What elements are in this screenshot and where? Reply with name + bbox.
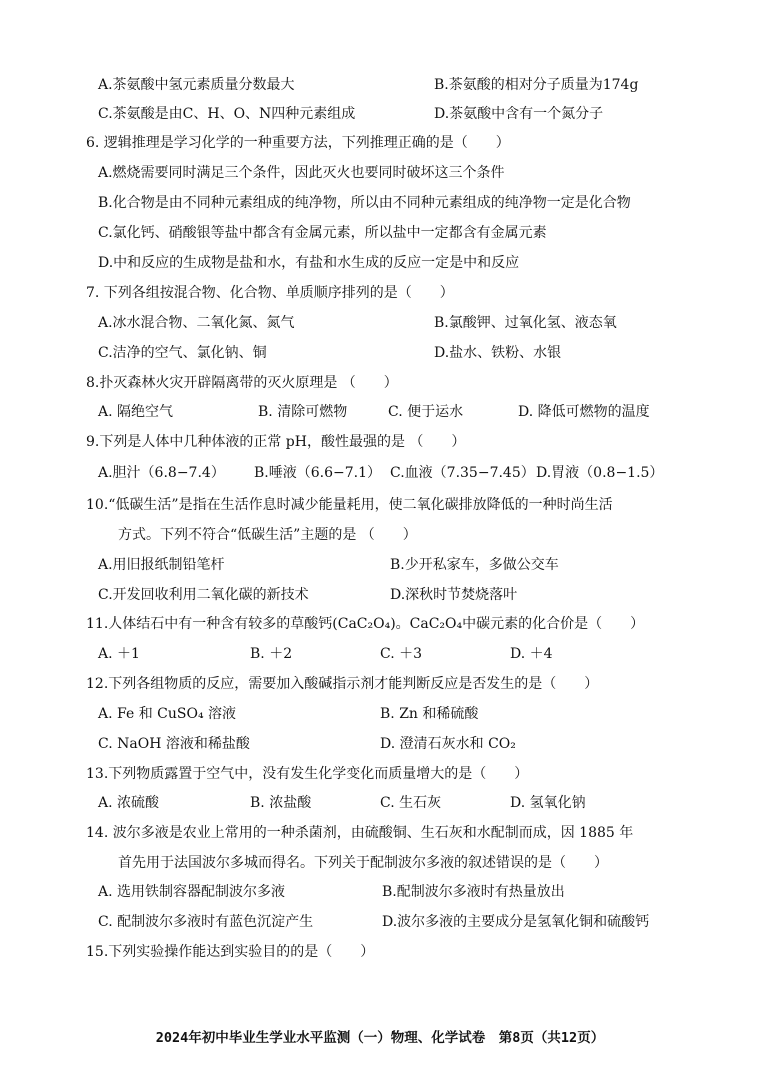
q11-option-b: B. ＋2 xyxy=(250,646,293,662)
q5-option-b: B.茶氨酸的相对分子质量为174g xyxy=(434,77,639,93)
q12-option-b: B. Zn 和稀硫酸 xyxy=(380,706,479,722)
q12-option-a: A. Fe 和 CuSO₄ 溶液 xyxy=(98,706,237,722)
q12-option-d: D. 澄清石灰水和 CO₂ xyxy=(380,736,516,752)
q7-option-b: B.氯酸钾、过氧化氢、液态氧 xyxy=(434,315,617,331)
q14-option-a: A. 选用铁制容器配制波尔多液 xyxy=(98,884,286,900)
q14-option-b: B.配制波尔多液时有热量放出 xyxy=(382,884,565,900)
q7-option-c: C.洁净的空气、氯化钠、铜 xyxy=(98,345,267,361)
q13-option-b: B. 浓盐酸 xyxy=(250,795,312,811)
q14-stem-line2: 首先用于法国波尔多城而得名。下列关于配制波尔多液的叙述错误的是（ ） xyxy=(118,855,608,871)
page-footer: 2024年初中毕业生学业水平监测（一）物理、化学试卷 第8页（共12页） xyxy=(155,1030,605,1046)
q6-stem: 6. 逻辑推理是学习化学的一种重要方法，下列推理正确的是（ ） xyxy=(86,135,510,151)
q13-option-c: C. 生石灰 xyxy=(380,795,442,811)
q14-option-d: D.波尔多液的主要成分是氢氧化铜和硫酸钙 xyxy=(382,914,650,930)
q13-option-d: D. 氢氧化钠 xyxy=(510,795,586,811)
q6-option-c: C.氯化钙、硝酸银等盐中都含有金属元素，所以盐中一定都含有金属元素 xyxy=(98,225,547,241)
q10-stem-line2: 方式。下列不符合“低碳生活”主题的是 （ ） xyxy=(118,527,417,543)
q6-option-b: B.化合物是由不同种元素组成的纯净物，所以由不同种元素组成的纯净物一定是化合物 xyxy=(98,195,631,211)
q10-option-c: C.开发回收利用二氧化碳的新技术 xyxy=(98,587,309,603)
q7-option-d: D.盐水、铁粉、水银 xyxy=(434,345,562,361)
q11-stem: 11.人体结石中有一种含有较多的草酸钙(CaC₂O₄)。CaC₂O₄中碳元素的化合价是（ ） xyxy=(86,616,645,632)
q13-stem: 13.下列物质露置于空气中，没有发生化学变化而质量增大的是（ ） xyxy=(86,766,529,782)
q14-option-c: C. 配制波尔多液时有蓝色沉淀产生 xyxy=(98,914,314,930)
q12-stem: 12.下列各组物质的反应，需要加入酸碱指示剂才能判断反应是否发生的是（ ） xyxy=(86,676,599,692)
q11-option-c: C. ＋3 xyxy=(380,646,423,662)
q8-stem: 8.扑灭森林火灾开辟隔离带的灭火原理是 （ ） xyxy=(86,375,398,391)
q10-option-d: D.深秋时节焚烧落叶 xyxy=(390,587,518,603)
q9-stem: 9.下列是人体中几种体液的正常 pH，酸性最强的是 （ ） xyxy=(86,434,466,450)
q9-option-a: A.胆汁（6.8−7.4） xyxy=(98,465,225,481)
q9-option-d: D.胃液（0.8−1.5） xyxy=(536,465,664,481)
q13-option-a: A. 浓硫酸 xyxy=(98,795,160,811)
q12-option-c: C. NaOH 溶液和稀盐酸 xyxy=(98,736,250,752)
q7-stem: 7. 下列各组按混合物、化合物、单质顺序排列的是（ ） xyxy=(86,285,454,301)
q14-stem-line1: 14. 波尔多液是农业上常用的一种杀菌剂，由硫酸铜、生石灰和水配制而成，因 1885 年 xyxy=(86,825,634,841)
q8-option-a: A. 隔绝空气 xyxy=(98,404,174,420)
q8-option-d: D. 降低可燃物的温度 xyxy=(518,404,650,420)
q15-stem: 15.下列实验操作能达到实验目的的是（ ） xyxy=(86,944,375,960)
q10-option-b: B.少开私家车，多做公交车 xyxy=(390,557,559,573)
q9-option-b: B.唾液（6.6−7.1） xyxy=(254,465,381,481)
q11-option-d: D. ＋4 xyxy=(510,646,553,662)
q10-option-a: A.用旧报纸制铅笔杆 xyxy=(98,557,225,573)
q5-option-a: A.茶氨酸中氢元素质量分数最大 xyxy=(98,77,295,93)
q8-option-c: C. 便于运水 xyxy=(388,404,464,420)
q6-option-d: D.中和反应的生成物是盐和水，有盐和水生成的反应一定是中和反应 xyxy=(98,255,520,271)
q6-option-a: A.燃烧需要同时满足三个条件，因此灭火也要同时破坏这三个条件 xyxy=(98,165,505,181)
q8-option-b: B. 清除可燃物 xyxy=(258,404,348,420)
q9-option-c: C.血液（7.35−7.45） xyxy=(390,465,535,481)
q7-option-a: A.冰水混合物、二氧化氮、氮气 xyxy=(98,315,295,331)
q5-option-c: C.茶氨酸是由C、H、O、N四种元素组成 xyxy=(98,106,356,122)
q10-stem-line1: 10.“低碳生活”是指在生活作息时减少能量耗用，使二氧化碳排放降低的一种时尚生活 xyxy=(86,497,613,513)
q5-option-d: D.茶氨酸中含有一个氮分子 xyxy=(434,106,604,122)
q11-option-a: A. ＋1 xyxy=(98,646,140,662)
